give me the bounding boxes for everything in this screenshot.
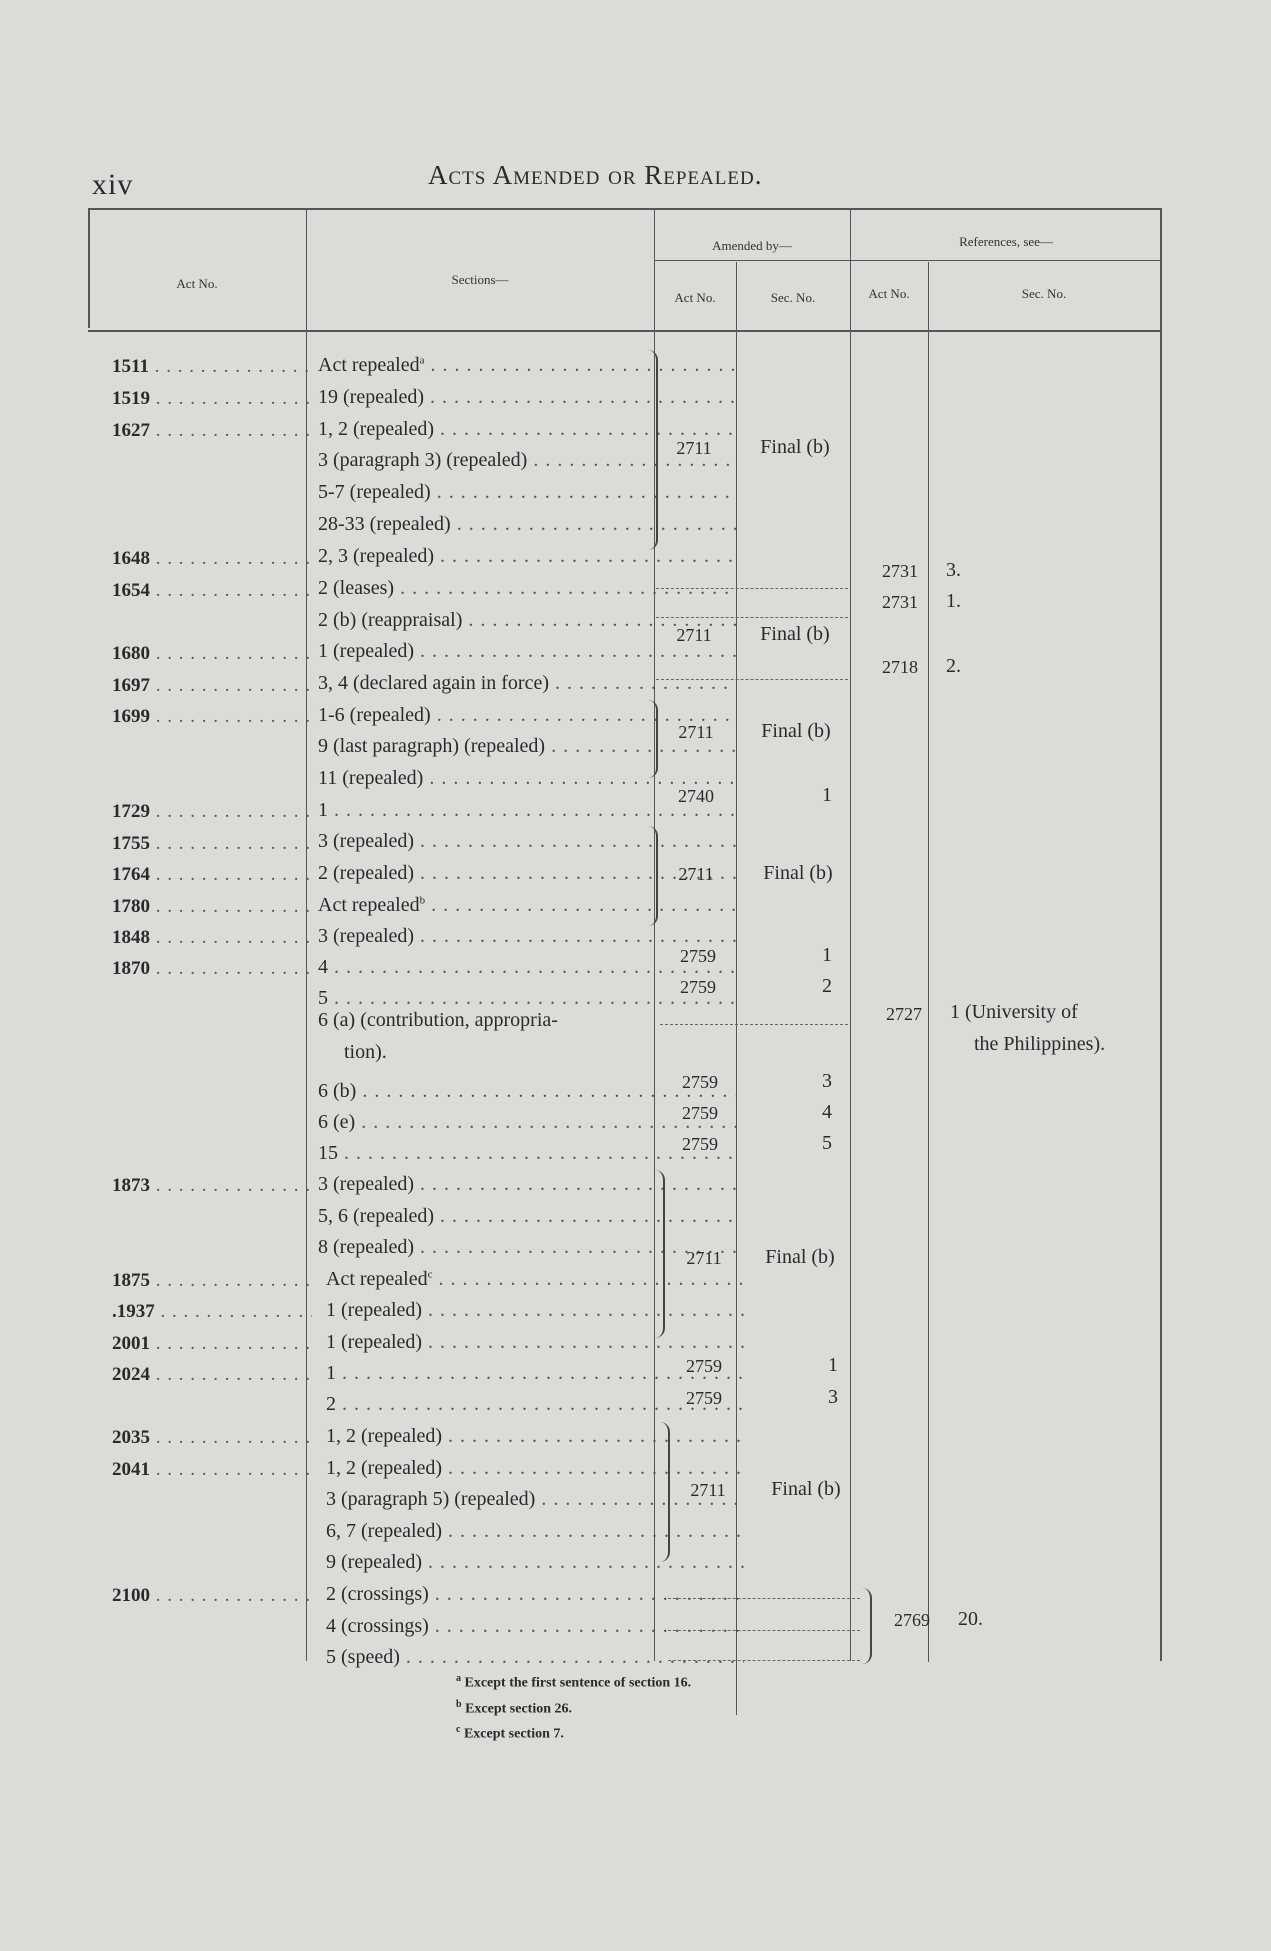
act-number: 1780 . . .: [112, 896, 312, 918]
section-entry: 2, 3 (repealed) . . .: [318, 545, 736, 568]
reference-act-no: 2727: [886, 1004, 922, 1024]
section-entry: 4 . . .: [318, 956, 736, 979]
amended-sec-no: 5: [822, 1132, 832, 1154]
section-entry: 5, 6 (repealed) . . .: [318, 1205, 736, 1228]
amended-act-no: 2711: [676, 438, 712, 458]
page-title: Acts Amended or Repealed.: [428, 160, 763, 190]
footnote: $^a$ Except the first sentence of section 16.: [456, 1673, 692, 1691]
dash-separator: [660, 1024, 848, 1025]
section-entry: Act repealed$^b$ . . .: [318, 894, 736, 917]
section-entry: Act repealed$^a$ . . .: [318, 354, 736, 377]
amended-sec-no: 3: [822, 1070, 832, 1092]
amended-sec-no: 1: [822, 944, 832, 966]
brace: [862, 1588, 872, 1664]
section-entry: 2 (leases) . . .: [318, 577, 736, 600]
act-number: 2001 . . .: [112, 1333, 312, 1355]
section-entry: 9 (last paragraph) (repealed) . . .: [318, 735, 736, 758]
section-entry: 1 . . .: [326, 1362, 744, 1385]
section-entry: 5-7 (repealed) . . .: [318, 481, 736, 504]
section-entry: 11 (repealed) . . .: [318, 767, 736, 790]
amended-sec-no: 2: [822, 975, 832, 997]
dash-separator: [668, 1660, 860, 1661]
amended-act-no: 2711: [690, 1480, 726, 1500]
section-entry: 2 (b) (reappraisal) . . .: [318, 609, 736, 632]
footnotes: [456, 1668, 691, 1745]
amended-act-no: 2711: [678, 864, 714, 884]
dash-separator: [656, 588, 848, 589]
amended-sec-no: 1: [828, 1354, 838, 1376]
amended-act-no: 2740: [678, 786, 714, 806]
amended-act-no: 2711: [686, 1248, 722, 1268]
section-entry: 1, 2 (repealed) . . .: [326, 1457, 744, 1480]
page-number: xiv: [92, 168, 134, 201]
right-border: [1160, 208, 1162, 1661]
section-entry: 4 (crossings) . . .: [326, 1615, 744, 1638]
section-entry: 6 (e) . . .: [318, 1111, 736, 1134]
header-amended-by: Amended by—: [712, 238, 792, 253]
amended-act-no: 2759: [680, 946, 716, 966]
col-divider-references: [850, 208, 851, 1661]
amended-sec-no: Final (b): [771, 1478, 841, 1500]
act-number: 1764 . . .: [112, 864, 312, 886]
amended-sec-no: 1: [822, 784, 832, 806]
section-entry: 6 (a) (contribution, appropria- tion).: [318, 1009, 558, 1063]
section-entry: 5 . . .: [318, 987, 736, 1010]
section-entry: 1, 2 (repealed) . . .: [318, 418, 736, 441]
amended-act-no: 2711: [678, 722, 714, 742]
reference-act-no: 2718: [882, 657, 918, 677]
section-entry: 8 (repealed) . . .: [318, 1236, 736, 1259]
dash-separator: [656, 617, 848, 618]
header-act-no: Act No.: [176, 276, 218, 291]
section-entry: 1 (repealed) . . .: [326, 1299, 744, 1322]
reference-sec-no: 2.: [946, 655, 961, 677]
amended-sec-no: Final (b): [765, 1246, 835, 1268]
act-number: 1511 . . .: [112, 356, 312, 378]
header-ref-sec-no: Sec. No.: [1021, 286, 1067, 301]
act-number: 1680 . . .: [112, 643, 312, 665]
section-entry: 2 (repealed) . . .: [318, 862, 736, 885]
act-number: 2035 . . .: [112, 1427, 312, 1449]
act-number: 1755 . . .: [112, 833, 312, 855]
act-number: 1729 . . .: [112, 801, 312, 823]
section-entry: 1 (repealed) . . .: [318, 640, 736, 663]
header-sections: Sections—: [451, 272, 509, 287]
amended-sec-no: Final (b): [760, 436, 830, 458]
section-entry: 2 . . .: [326, 1393, 744, 1416]
dash-separator: [668, 1598, 860, 1599]
dash-separator: [668, 1630, 860, 1631]
act-number: 2024 . . .: [112, 1364, 312, 1386]
section-entry: 6 (b) . . .: [318, 1080, 736, 1103]
section-entry: 3 (repealed) . . .: [318, 925, 736, 948]
reference-act-no: 2769: [894, 1610, 930, 1630]
act-number: 1873 . . .: [112, 1175, 312, 1197]
act-number: 1519 . . .: [112, 388, 312, 410]
amended-act-no: 2759: [686, 1356, 722, 1376]
amended-sec-no: 4: [822, 1101, 832, 1123]
dash-separator: [656, 679, 848, 680]
act-number: .1937 . . .: [112, 1301, 312, 1323]
section-entry: 3 (repealed) . . .: [318, 1173, 736, 1196]
act-number: 1699 . . .: [112, 706, 312, 728]
section-entry: 1, 2 (repealed) . . .: [326, 1425, 744, 1448]
amended-act-no: 2759: [682, 1134, 718, 1154]
header-amended-act-no: Act No.: [674, 290, 716, 305]
section-entry: 5 (speed) . . .: [326, 1646, 744, 1669]
act-number: 1870 . . .: [112, 958, 312, 980]
header-amended-sec-no: Sec. No.: [770, 290, 816, 305]
section-entry: 28-33 (repealed) . . .: [318, 513, 736, 536]
section-entry: 1-6 (repealed) . . .: [318, 704, 736, 727]
amended-sec-no: Final (b): [761, 720, 831, 742]
reference-sec-no: 20.: [958, 1608, 983, 1630]
col-divider-ref-act: [928, 262, 929, 1662]
amended-act-no: 2759: [686, 1388, 722, 1408]
section-entry: 2 (crossings) . . .: [326, 1583, 744, 1606]
section-entry: 6, 7 (repealed) . . .: [326, 1520, 744, 1543]
header-references: References, see—: [959, 234, 1053, 249]
footnote: $^c$ Except section 7.: [456, 1724, 564, 1742]
section-entry: 3 (repealed) . . .: [318, 830, 736, 853]
amended-sec-no: Final (b): [763, 862, 833, 884]
reference-sec-no: 3.: [946, 559, 961, 581]
amended-act-no: 2759: [682, 1072, 718, 1092]
header-bottom-rule: [88, 330, 1162, 332]
reference-act-no: 2731: [882, 561, 918, 581]
act-number: 2100 . . .: [112, 1585, 312, 1607]
act-number: 1627 . . .: [112, 420, 312, 442]
section-entry: 15 . . .: [318, 1142, 736, 1165]
left-border: [88, 208, 90, 328]
act-number: 2041 . . .: [112, 1459, 312, 1481]
section-entry: 9 (repealed) . . .: [326, 1551, 744, 1574]
section-entry: 1 . . .: [318, 799, 736, 822]
section-entry: 3 (paragraph 3) (repealed) . . .: [318, 449, 736, 472]
table-top-rule: [88, 208, 1162, 210]
amended-sec-no: Final (b): [760, 623, 830, 645]
amended-group-rule: [654, 260, 1162, 261]
amended-act-no: 2711: [676, 625, 712, 645]
section-entry: 3, 4 (declared again in force) . . .: [318, 672, 736, 695]
amended-act-no: 2759: [682, 1103, 718, 1123]
reference-sec-no: 1.: [946, 590, 961, 612]
act-number: 1648 . . .: [112, 548, 312, 570]
section-entry: 19 (repealed) . . .: [318, 386, 736, 409]
header-ref-act-no: Act No.: [868, 286, 910, 301]
section-entry: 3 (paragraph 5) (repealed) . . .: [326, 1488, 744, 1511]
act-number: 1875 . . .: [112, 1270, 312, 1292]
section-entry: Act repealed$^c$ . . .: [326, 1268, 744, 1291]
act-number: 1654 . . .: [112, 580, 312, 602]
reference-sec-no: 1 (University of the Philippines).: [950, 1001, 1106, 1055]
footnote: $^b$ Except section 26.: [456, 1698, 572, 1717]
act-number: 1697 . . .: [112, 675, 312, 697]
amended-act-no: 2759: [680, 977, 716, 997]
amended-sec-no: 3: [828, 1386, 838, 1408]
section-entry: 1 (repealed) . . .: [326, 1331, 744, 1354]
reference-act-no: 2731: [882, 592, 918, 612]
act-number: 1848 . . .: [112, 927, 312, 949]
